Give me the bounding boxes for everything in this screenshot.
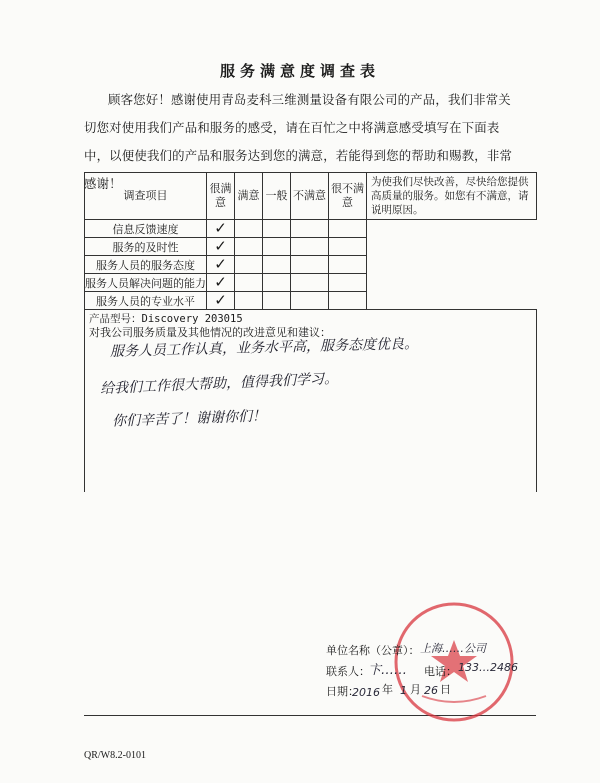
empty-cell bbox=[235, 220, 263, 238]
check-mark: ✓ bbox=[207, 292, 235, 310]
survey-table bbox=[84, 172, 537, 492]
table-row bbox=[85, 292, 537, 310]
contact-label: 联系人： bbox=[326, 665, 370, 678]
intro-text: 顾客您好！感谢使用青岛麦科三维测量设备有限公司的产品，我们非常关切您对使用我们产品和服务的感受，请在百忙之中将满意感受填写在下面表中，以便使我们的产品和服务达到您的满意，若能得到您的帮助和赐教，非常感谢！ bbox=[84, 92, 513, 191]
empty-cell bbox=[235, 238, 263, 256]
unit-name-label: 单位名称（公章）： bbox=[326, 644, 420, 657]
empty-cell bbox=[291, 256, 329, 274]
table-row bbox=[85, 238, 537, 256]
empty-cell bbox=[329, 256, 367, 274]
empty-cell bbox=[291, 292, 329, 310]
date-month-label: 月 bbox=[410, 683, 421, 696]
table-row bbox=[85, 256, 537, 274]
date-year-label: 年 bbox=[382, 683, 393, 696]
empty-cell bbox=[329, 238, 367, 256]
empty-cell bbox=[263, 220, 291, 238]
empty-cell bbox=[235, 292, 263, 310]
row-item-label: 信息反馈速度 bbox=[85, 220, 207, 238]
row-item-label: 服务人员的专业水平 bbox=[85, 292, 207, 310]
date-year-value: 2016 bbox=[352, 686, 380, 699]
empty-cell bbox=[235, 274, 263, 292]
check-mark: ✓ bbox=[207, 274, 235, 292]
check-mark: ✓ bbox=[207, 256, 235, 274]
empty-cell bbox=[263, 292, 291, 310]
phone-label: 电话： bbox=[424, 665, 457, 678]
empty-cell bbox=[291, 274, 329, 292]
empty-cell bbox=[329, 292, 367, 310]
empty-cell bbox=[291, 220, 329, 238]
handwritten-comment-line-2: 给我们工作很大帮助，值得我们学习。 bbox=[99, 370, 339, 398]
date-label: 日期： bbox=[326, 685, 359, 698]
handwritten-comment-line-1: 服务人员工作认真，业务水平高，服务态度优良。 bbox=[109, 335, 419, 361]
empty-cell bbox=[263, 238, 291, 256]
handwritten-comment-line-3: 你们辛苦了！谢谢你们！ bbox=[111, 408, 267, 430]
date-day-value: 26 bbox=[424, 684, 438, 697]
table-row bbox=[85, 220, 537, 238]
empty-cell bbox=[329, 220, 367, 238]
suggestion-label: 对我公司服务质量及其他情况的改进意见和建议： bbox=[89, 326, 331, 339]
page-title: 服务满意度调查表 bbox=[219, 62, 380, 80]
empty-cell bbox=[329, 274, 367, 292]
header-level-very-satisfied: 很满意 bbox=[207, 173, 235, 220]
document-number: QR/W8.2-0101 bbox=[84, 750, 146, 761]
table-row bbox=[85, 274, 537, 292]
row-item-label: 服务人员解决问题的能力 bbox=[85, 274, 207, 292]
empty-cell bbox=[235, 256, 263, 274]
phone-value: 133…2486 bbox=[458, 661, 518, 674]
date-month-value: 1 bbox=[400, 684, 407, 697]
empty-cell bbox=[263, 274, 291, 292]
header-level-satisfied: 满意 bbox=[235, 173, 263, 220]
check-mark: ✓ bbox=[207, 220, 235, 238]
header-level-unsatisfied: 不满意 bbox=[291, 173, 329, 220]
header-level-very-unsatisfied: 很不满意 bbox=[329, 173, 367, 220]
contact-value: 卞…… bbox=[368, 663, 408, 678]
header-level-average: 一般 bbox=[263, 173, 291, 220]
empty-cell bbox=[263, 256, 291, 274]
product-model-line: 产品型号：Discovery 203015 bbox=[89, 313, 243, 325]
unit-name-value: 上海……公司 bbox=[420, 642, 486, 655]
empty-cell bbox=[291, 238, 329, 256]
header-item: 调查项目 bbox=[85, 173, 207, 220]
check-mark: ✓ bbox=[207, 238, 235, 256]
header-note: 为使我们尽快改善，尽快给您提供高质量的服务。如您有不满意，请说明原因。 bbox=[367, 173, 537, 220]
date-day-label: 日 bbox=[440, 683, 451, 696]
row-item-label: 服务的及时性 bbox=[85, 238, 207, 256]
row-item-label: 服务人员的服务态度 bbox=[85, 256, 207, 274]
